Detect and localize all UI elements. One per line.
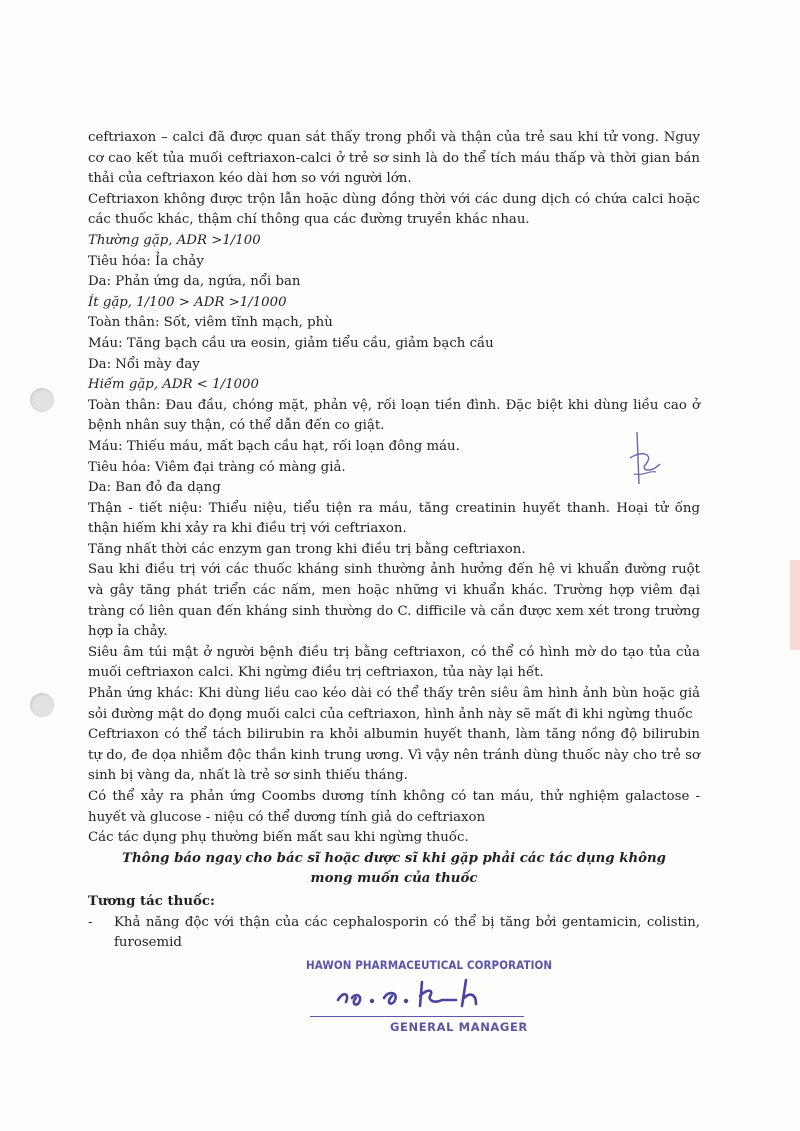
section-heading: Tương tác thuốc:	[88, 893, 215, 909]
adverse-effect-notice: Thông báo ngay cho bác sĩ hoặc dược sĩ khi gặp phải các tác dụng không mong muốn của thuốc	[122, 850, 666, 887]
paragraph: ceftriaxon – calci đã được quan sát thấy trong phổi và thận của trẻ sau khi tử vong. Nguy cơ cao kết tủa muối ceftriaxon-calci ở trẻ sơ sinh là do thể tích máu thấp và thời gian bán thải của ceftriaxon kéo dài hơn so với người lớn.	[88, 130, 700, 187]
document-body	[88, 128, 700, 954]
paragraph: Ceftriaxon có thể tách bilirubin ra khỏi albumin huyết thanh, làm tăng nồng độ bilirubin tự do, đe dọa nhiễm độc thần kinh trung ương. Vì vậy nên tránh dùng thuốc này cho trẻ sơ sinh bị vàng da, nhất là trẻ sơ sinh thiếu tháng.	[88, 727, 700, 784]
paragraph: Toàn thân: Đau đầu, chóng mặt, phản vệ, rối loạn tiền đình. Đặc biệt khi dùng liều cao ở bệnh nhân suy thận, có thể dẫn đến co giật.	[88, 397, 700, 434]
frequency-heading: Hiếm gặp, ADR < 1/1000	[88, 377, 259, 393]
paragraph: Tiêu hóa: Viêm đại tràng có màng giả.	[88, 459, 346, 475]
paragraph: Toàn thân: Sốt, viêm tĩnh mạch, phù	[88, 315, 333, 331]
manager-signature	[330, 974, 500, 1012]
paragraph: Da: Phản ứng da, ngứa, nổi ban	[88, 274, 301, 290]
paragraph: Máu: Thiếu máu, mất bạch cầu hạt, rối loạn đông máu.	[88, 438, 460, 454]
punch-hole-bottom	[30, 693, 54, 717]
list-item	[88, 913, 700, 954]
paragraph: Tiêu hóa: Ỉa chảy	[88, 253, 204, 269]
signature-line	[310, 1016, 524, 1017]
paragraph: Da: Ban đỏ đa dạng	[88, 480, 221, 496]
frequency-heading: Thường gặp, ADR >1/100	[88, 232, 261, 248]
stamp-title: GENERAL MANAGER	[390, 1020, 528, 1034]
paragraph: Có thể xảy ra phản ứng Coombs dương tính không có tan máu, thử nghiệm galactose - huyết và glucose - niệu có thể dương tính giả do ceftriaxon	[88, 789, 700, 825]
list-item-text: Khả năng độc với thận của các cephalosporin có thể bị tăng bởi gentamicin, colistin, furosemid	[114, 914, 700, 951]
paragraph: Phản ứng khác: Khi dùng liều cao kéo dài có thể thấy trên siêu âm hình ảnh bùn hoặc giả sỏi đường mật do đọng muối calci của ceftriaxon, hình ảnh này sẽ mất đi khi ngừng thuốc	[88, 686, 700, 722]
paragraph: Da: Nổi mày đay	[88, 356, 200, 372]
paragraph: Siêu âm túi mật ở người bệnh điều trị bằng ceftriaxon, có thể có hình mờ do tạo tủa của muối ceftriaxon calci. Khi ngừng điều trị ceftriaxon, tủa này lại hết.	[88, 644, 700, 681]
edge-stain	[790, 560, 800, 650]
paragraph: Thận - tiết niệu: Thiểu niệu, tiểu tiện ra máu, tăng creatinin huyết thanh. Hoại tử ống thận hiếm khi xảy ra khi điều trị với ceftriaxon.	[88, 500, 700, 537]
stamp-company-name: HAWON PHARMACEUTICAL CORPORATION	[306, 958, 553, 972]
paragraph: Sau khi điều trị với các thuốc kháng sinh thường ảnh hưởng đến hệ vi khuẩn đường ruột và gây tăng phát triển các nấm, men hoặc những vi khuẩn khác. Trường hợp viêm đại tràng có liên quan đến kháng sinh thường do C. difficile và cần được xem xét trong trường hợp ỉa chảy.	[88, 562, 700, 640]
paragraph: Các tác dụng phụ thường biến mất sau khi ngừng thuốc.	[88, 830, 469, 846]
frequency-heading: Ít gặp, 1/100 > ADR >1/1000	[88, 294, 287, 310]
list-bullet: -	[88, 914, 93, 930]
paragraph: Ceftriaxon không được trộn lẫn hoặc dùng đồng thời với các dung dịch có chứa calci hoặc các thuốc khác, thậm chí thông qua các đường truyền khác nhau.	[88, 191, 700, 228]
punch-hole-top	[30, 388, 54, 412]
company-stamp	[306, 958, 553, 1034]
paragraph: Tăng nhất thời các enzym gan trong khi điều trị bằng ceftriaxon.	[88, 541, 526, 557]
paragraph: Máu: Tăng bạch cầu ưa eosin, giảm tiểu cầu, giảm bạch cầu	[88, 335, 494, 351]
